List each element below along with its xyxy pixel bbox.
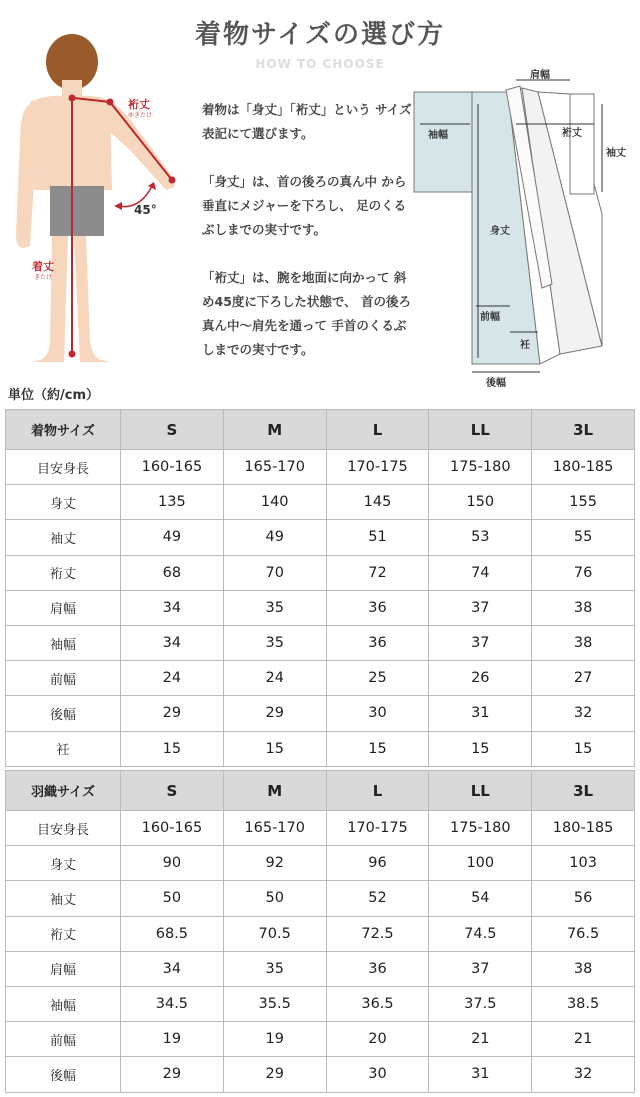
size-header-cell: M xyxy=(223,410,326,450)
value-cell: 37.5 xyxy=(429,986,532,1021)
size-header-cell: M xyxy=(223,771,326,811)
value-cell: 35 xyxy=(223,951,326,986)
value-cell: 50 xyxy=(121,881,224,916)
table-row xyxy=(6,731,635,766)
value-cell: 32 xyxy=(532,1057,635,1092)
yukitake-ruby: ゆきたけ xyxy=(128,112,153,119)
value-cell: 32 xyxy=(532,696,635,731)
value-cell: 37 xyxy=(429,951,532,986)
value-cell: 30 xyxy=(326,1057,429,1092)
value-cell: 165-170 xyxy=(223,450,326,485)
value-cell: 50 xyxy=(223,881,326,916)
value-cell: 72.5 xyxy=(326,916,429,951)
row-label-cell: 身丈 xyxy=(6,485,121,520)
table-header-row xyxy=(6,771,635,811)
value-cell: 55 xyxy=(532,520,635,555)
value-cell: 68.5 xyxy=(121,916,224,951)
row-label-cell: 袖幅 xyxy=(6,986,121,1021)
yukitake-diagram-label: 裄丈 xyxy=(562,128,582,139)
body-measurement-figure xyxy=(0,20,200,380)
value-cell: 76.5 xyxy=(532,916,635,951)
value-cell: 76 xyxy=(532,555,635,590)
table-header-row xyxy=(6,410,635,450)
value-cell: 70.5 xyxy=(223,916,326,951)
value-cell: 15 xyxy=(223,731,326,766)
value-cell: 29 xyxy=(223,696,326,731)
value-cell: 21 xyxy=(532,1022,635,1057)
row-label-cell: 後幅 xyxy=(6,696,121,731)
value-cell: 29 xyxy=(121,1057,224,1092)
value-cell: 37 xyxy=(429,625,532,660)
value-cell: 35 xyxy=(223,625,326,660)
table-row xyxy=(6,696,635,731)
table-row xyxy=(6,1057,635,1092)
page-subtitle: HOW TO CHOOSE xyxy=(255,57,385,71)
value-cell: 26 xyxy=(429,661,532,696)
value-cell: 24 xyxy=(121,661,224,696)
row-label-cell: 裄丈 xyxy=(6,916,121,951)
table-title-cell: 着物サイズ xyxy=(6,410,121,450)
value-cell: 36 xyxy=(326,590,429,625)
page-title: 着物サイズの選び方 xyxy=(195,20,445,50)
table-row xyxy=(6,951,635,986)
value-cell: 34 xyxy=(121,625,224,660)
value-cell: 27 xyxy=(532,661,635,696)
value-cell: 21 xyxy=(429,1022,532,1057)
value-cell: 36 xyxy=(326,951,429,986)
value-cell: 180-185 xyxy=(532,450,635,485)
shorts-shape xyxy=(50,186,104,236)
value-cell: 34 xyxy=(121,590,224,625)
value-cell: 145 xyxy=(326,485,429,520)
value-cell: 15 xyxy=(121,731,224,766)
value-cell: 31 xyxy=(429,1057,532,1092)
table-row xyxy=(6,846,635,881)
table-row xyxy=(6,485,635,520)
value-cell: 160-165 xyxy=(121,450,224,485)
value-cell: 19 xyxy=(223,1022,326,1057)
sodehaba-label: 袖幅 xyxy=(428,130,448,141)
value-cell: 30 xyxy=(326,696,429,731)
value-cell: 170-175 xyxy=(326,450,429,485)
value-cell: 15 xyxy=(326,731,429,766)
value-cell: 20 xyxy=(326,1022,429,1057)
size-header-cell: S xyxy=(121,410,224,450)
description-paragraph: 着物は「身丈」「裄丈」という サイズ表記にて選びます。 xyxy=(202,102,412,141)
value-cell: 175-180 xyxy=(429,811,532,846)
row-label-cell: 前幅 xyxy=(6,1022,121,1057)
unit-label: 単位（約/cm） xyxy=(8,388,100,403)
table-row xyxy=(6,450,635,485)
katahaba-label: 肩幅 xyxy=(530,70,550,81)
size-header-cell: L xyxy=(326,410,429,450)
value-cell: 25 xyxy=(326,661,429,696)
value-cell: 53 xyxy=(429,520,532,555)
value-cell: 35 xyxy=(223,590,326,625)
maehaba-label: 前幅 xyxy=(480,312,500,323)
ushirohaba-label: 後幅 xyxy=(486,378,506,389)
size-header-cell: S xyxy=(121,771,224,811)
value-cell: 140 xyxy=(223,485,326,520)
size-header-cell: 3L xyxy=(532,771,635,811)
value-cell: 38 xyxy=(532,625,635,660)
value-cell: 100 xyxy=(429,846,532,881)
size-header-cell: L xyxy=(326,771,429,811)
table-title-cell: 羽織サイズ xyxy=(6,771,121,811)
row-label-cell: 目安身長 xyxy=(6,811,121,846)
value-cell: 56 xyxy=(532,881,635,916)
table-row xyxy=(6,590,635,625)
value-cell: 49 xyxy=(121,520,224,555)
value-cell: 54 xyxy=(429,881,532,916)
row-label-cell: 前幅 xyxy=(6,661,121,696)
value-cell: 35.5 xyxy=(223,986,326,1021)
description xyxy=(202,98,417,386)
row-label-cell: 袖丈 xyxy=(6,881,121,916)
size-header-cell: LL xyxy=(429,410,532,450)
value-cell: 38.5 xyxy=(532,986,635,1021)
kimono-diagram xyxy=(410,64,640,394)
value-cell: 103 xyxy=(532,846,635,881)
table-row xyxy=(6,661,635,696)
value-cell: 175-180 xyxy=(429,450,532,485)
value-cell: 96 xyxy=(326,846,429,881)
yukitake-label: 裄丈 xyxy=(128,98,150,111)
value-cell: 34.5 xyxy=(121,986,224,1021)
size-header-cell: 3L xyxy=(532,410,635,450)
kitake-ruby: きたけ xyxy=(34,274,53,281)
value-cell: 90 xyxy=(121,846,224,881)
value-cell: 165-170 xyxy=(223,811,326,846)
value-cell: 38 xyxy=(532,590,635,625)
row-label-cell: 袖幅 xyxy=(6,625,121,660)
value-cell: 38 xyxy=(532,951,635,986)
value-cell: 36.5 xyxy=(326,986,429,1021)
value-cell: 72 xyxy=(326,555,429,590)
value-cell: 170-175 xyxy=(326,811,429,846)
value-cell: 150 xyxy=(429,485,532,520)
value-cell: 15 xyxy=(429,731,532,766)
description-paragraph: 「身丈」は、首の後ろの真ん中 から垂直にメジャーを下ろし、 足のくるぶしまでの実寸です。 xyxy=(202,174,407,237)
size-header-cell: LL xyxy=(429,771,532,811)
table-row xyxy=(6,1022,635,1057)
value-cell: 74.5 xyxy=(429,916,532,951)
value-cell: 15 xyxy=(532,731,635,766)
row-label-cell: 肩幅 xyxy=(6,590,121,625)
angle-label: 45° xyxy=(134,203,157,217)
value-cell: 68 xyxy=(121,555,224,590)
description-paragraph: 「裄丈」は、腕を地面に向かって 斜め45度に下ろした状態で、 首の後ろ真ん中〜肩先を通って 手首のくるぶしまでの実寸です。 xyxy=(202,270,411,357)
table-row xyxy=(6,555,635,590)
value-cell: 52 xyxy=(326,881,429,916)
value-cell: 37 xyxy=(429,590,532,625)
value-cell: 51 xyxy=(326,520,429,555)
value-cell: 135 xyxy=(121,485,224,520)
row-label-cell: 目安身長 xyxy=(6,450,121,485)
row-label-cell: 衽 xyxy=(6,731,121,766)
kimono-size-table xyxy=(5,409,635,767)
value-cell: 24 xyxy=(223,661,326,696)
table-row xyxy=(6,520,635,555)
okumi-label: 衽 xyxy=(520,340,530,351)
table-row xyxy=(6,881,635,916)
value-cell: 36 xyxy=(326,625,429,660)
value-cell: 74 xyxy=(429,555,532,590)
table-row xyxy=(6,986,635,1021)
table-row xyxy=(6,625,635,660)
value-cell: 19 xyxy=(121,1022,224,1057)
value-cell: 34 xyxy=(121,951,224,986)
value-cell: 92 xyxy=(223,846,326,881)
value-cell: 29 xyxy=(223,1057,326,1092)
value-cell: 155 xyxy=(532,485,635,520)
table-body xyxy=(6,771,635,1093)
row-label-cell: 身丈 xyxy=(6,846,121,881)
value-cell: 70 xyxy=(223,555,326,590)
row-label-cell: 袖丈 xyxy=(6,520,121,555)
row-label-cell: 裄丈 xyxy=(6,555,121,590)
value-cell: 31 xyxy=(429,696,532,731)
row-label-cell: 後幅 xyxy=(6,1057,121,1092)
table-body xyxy=(6,410,635,767)
value-cell: 29 xyxy=(121,696,224,731)
kitake-label: 着丈 xyxy=(32,260,54,273)
value-cell: 180-185 xyxy=(532,811,635,846)
table-row xyxy=(6,811,635,846)
table-row xyxy=(6,916,635,951)
value-cell: 49 xyxy=(223,520,326,555)
sodetake-label: 袖丈 xyxy=(606,148,626,159)
haori-size-table xyxy=(5,770,635,1093)
row-label-cell: 肩幅 xyxy=(6,951,121,986)
value-cell: 160-165 xyxy=(121,811,224,846)
mitake-label: 身丈 xyxy=(490,226,510,237)
